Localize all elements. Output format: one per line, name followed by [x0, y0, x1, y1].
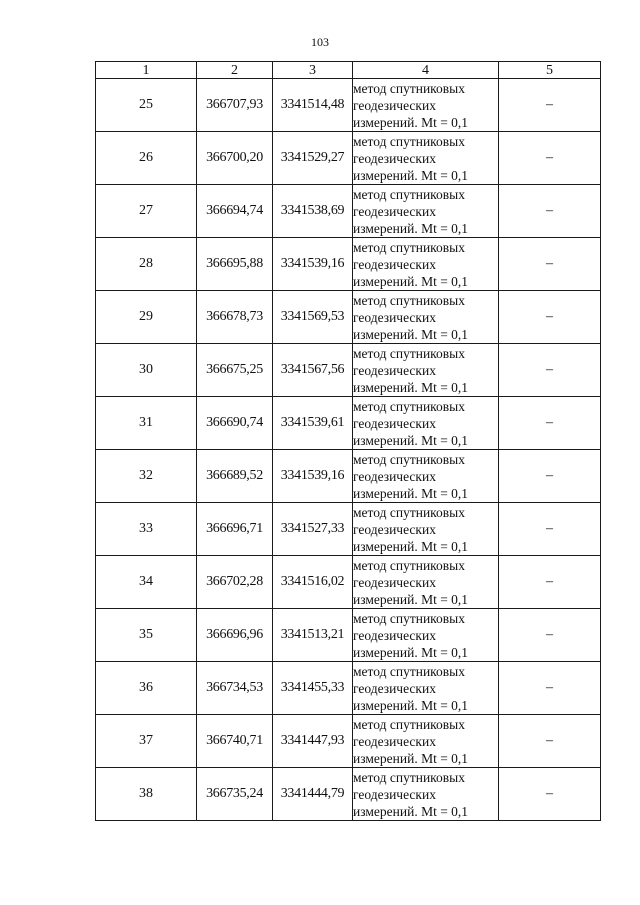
point-number-cell: 38 [96, 768, 197, 821]
method-text-line: измерений. Mt = 0,1 [353, 750, 469, 766]
table-row [96, 291, 601, 344]
table-row [96, 768, 601, 821]
table-row [96, 238, 601, 291]
y-coordinate-cell: 3341514,48 [273, 79, 353, 132]
point-number-cell: 33 [96, 503, 197, 556]
method-text-line: геодезических [353, 786, 436, 802]
method-cell [353, 397, 499, 450]
method-text-line: метод спутниковых [353, 345, 465, 361]
x-coordinate-cell: 366696,96 [197, 609, 273, 662]
point-number-cell: 36 [96, 662, 197, 715]
x-coordinate-cell: 366707,93 [197, 79, 273, 132]
table-row [96, 715, 601, 768]
table-row [96, 662, 601, 715]
note-cell: – [499, 609, 601, 662]
method-text-line: метод спутниковых [353, 292, 465, 308]
table-row [96, 609, 601, 662]
x-coordinate-cell: 366690,74 [197, 397, 273, 450]
table-row [96, 503, 601, 556]
method-text-line: измерений. Mt = 0,1 [353, 591, 469, 607]
note-cell: – [499, 503, 601, 556]
method-text-line: измерений. Mt = 0,1 [353, 379, 469, 395]
method-text-line: измерений. Mt = 0,1 [353, 220, 469, 236]
method-text-line: геодезических [353, 627, 436, 643]
page-number: 103 [311, 35, 329, 49]
x-coordinate-cell: 366735,24 [197, 768, 273, 821]
note-cell: – [499, 715, 601, 768]
x-coordinate-cell: 366700,20 [197, 132, 273, 185]
point-number-cell: 34 [96, 556, 197, 609]
x-coordinate-cell: 366675,25 [197, 344, 273, 397]
note-cell: – [499, 79, 601, 132]
table-row [96, 450, 601, 503]
x-coordinate-cell: 366696,71 [197, 503, 273, 556]
point-number-cell: 35 [96, 609, 197, 662]
method-text-line: метод спутниковых [353, 557, 465, 573]
method-text-line: геодезических [353, 574, 436, 590]
x-coordinate-cell: 366694,74 [197, 185, 273, 238]
y-coordinate-cell: 3341539,16 [273, 450, 353, 503]
point-number-cell: 30 [96, 344, 197, 397]
y-coordinate-cell: 3341539,61 [273, 397, 353, 450]
note-cell: – [499, 768, 601, 821]
method-text-line: измерений. Mt = 0,1 [353, 538, 469, 554]
method-text-line: измерений. Mt = 0,1 [353, 485, 469, 501]
method-text-line: метод спутниковых [353, 133, 465, 149]
method-cell [353, 291, 499, 344]
x-coordinate-cell: 366702,28 [197, 556, 273, 609]
method-cell [353, 450, 499, 503]
x-coordinate-cell: 366678,73 [197, 291, 273, 344]
point-number-cell: 29 [96, 291, 197, 344]
method-text-line: измерений. Mt = 0,1 [353, 273, 469, 289]
note-cell: – [499, 344, 601, 397]
method-text-line: метод спутниковых [353, 239, 465, 255]
column-header-2: 2 [197, 62, 273, 79]
method-text-line: измерений. Mt = 0,1 [353, 697, 469, 713]
point-number-cell: 27 [96, 185, 197, 238]
method-text-line: метод спутниковых [353, 398, 465, 414]
header-row [96, 62, 601, 79]
method-text-line: геодезических [353, 733, 436, 749]
column-header-5: 5 [499, 62, 601, 79]
x-coordinate-cell: 366734,53 [197, 662, 273, 715]
method-cell [353, 556, 499, 609]
y-coordinate-cell: 3341516,02 [273, 556, 353, 609]
point-number-cell: 26 [96, 132, 197, 185]
method-text-line: метод спутниковых [353, 610, 465, 626]
x-coordinate-cell: 366695,88 [197, 238, 273, 291]
method-text-line: геодезических [353, 362, 436, 378]
method-text-line: метод спутниковых [353, 504, 465, 520]
table-body [96, 79, 601, 821]
point-number-cell: 37 [96, 715, 197, 768]
y-coordinate-cell: 3341447,93 [273, 715, 353, 768]
method-cell [353, 715, 499, 768]
method-text-line: измерений. Mt = 0,1 [353, 432, 469, 448]
table-row [96, 79, 601, 132]
method-text-line: метод спутниковых [353, 716, 465, 732]
method-text-line: геодезических [353, 680, 436, 696]
method-text-line: метод спутниковых [353, 80, 465, 96]
x-coordinate-cell: 366740,71 [197, 715, 273, 768]
method-cell [353, 238, 499, 291]
point-number-cell: 32 [96, 450, 197, 503]
method-text-line: метод спутниковых [353, 451, 465, 467]
y-coordinate-cell: 3341455,33 [273, 662, 353, 715]
column-header-4: 4 [353, 62, 499, 79]
y-coordinate-cell: 3341569,53 [273, 291, 353, 344]
x-coordinate-cell: 366689,52 [197, 450, 273, 503]
method-cell [353, 768, 499, 821]
y-coordinate-cell: 3341529,27 [273, 132, 353, 185]
method-text-line: измерений. Mt = 0,1 [353, 114, 469, 130]
point-number-cell: 28 [96, 238, 197, 291]
method-cell [353, 609, 499, 662]
method-text-line: измерений. Mt = 0,1 [353, 167, 469, 183]
method-cell [353, 344, 499, 397]
method-text-line: метод спутниковых [353, 769, 465, 785]
note-cell: – [499, 450, 601, 503]
y-coordinate-cell: 3341527,33 [273, 503, 353, 556]
point-number-cell: 25 [96, 79, 197, 132]
y-coordinate-cell: 3341513,21 [273, 609, 353, 662]
method-text-line: измерений. Mt = 0,1 [353, 644, 469, 660]
coordinates-table [95, 61, 601, 821]
table-row [96, 556, 601, 609]
note-cell: – [499, 291, 601, 344]
y-coordinate-cell: 3341567,56 [273, 344, 353, 397]
method-text-line: метод спутниковых [353, 663, 465, 679]
method-text-line: геодезических [353, 468, 436, 484]
note-cell: – [499, 556, 601, 609]
table-row [96, 397, 601, 450]
method-text-line: геодезических [353, 203, 436, 219]
method-text-line: геодезических [353, 521, 436, 537]
column-header-1: 1 [96, 62, 197, 79]
method-text-line: геодезических [353, 97, 436, 113]
method-cell [353, 132, 499, 185]
method-text-line: измерений. Mt = 0,1 [353, 326, 469, 342]
method-text-line: геодезических [353, 309, 436, 325]
note-cell: – [499, 238, 601, 291]
method-text-line: геодезических [353, 256, 436, 272]
column-header-3: 3 [273, 62, 353, 79]
table-header [96, 62, 601, 79]
note-cell: – [499, 662, 601, 715]
method-cell [353, 662, 499, 715]
table-row [96, 185, 601, 238]
y-coordinate-cell: 3341539,16 [273, 238, 353, 291]
method-text-line: метод спутниковых [353, 186, 465, 202]
method-cell [353, 503, 499, 556]
note-cell: – [499, 185, 601, 238]
note-cell: – [499, 397, 601, 450]
method-text-line: геодезических [353, 415, 436, 431]
table-row [96, 132, 601, 185]
method-cell [353, 79, 499, 132]
y-coordinate-cell: 3341444,79 [273, 768, 353, 821]
method-cell [353, 185, 499, 238]
method-text-line: измерений. Mt = 0,1 [353, 803, 469, 819]
note-cell: – [499, 132, 601, 185]
point-number-cell: 31 [96, 397, 197, 450]
y-coordinate-cell: 3341538,69 [273, 185, 353, 238]
method-text-line: геодезических [353, 150, 436, 166]
table-row [96, 344, 601, 397]
